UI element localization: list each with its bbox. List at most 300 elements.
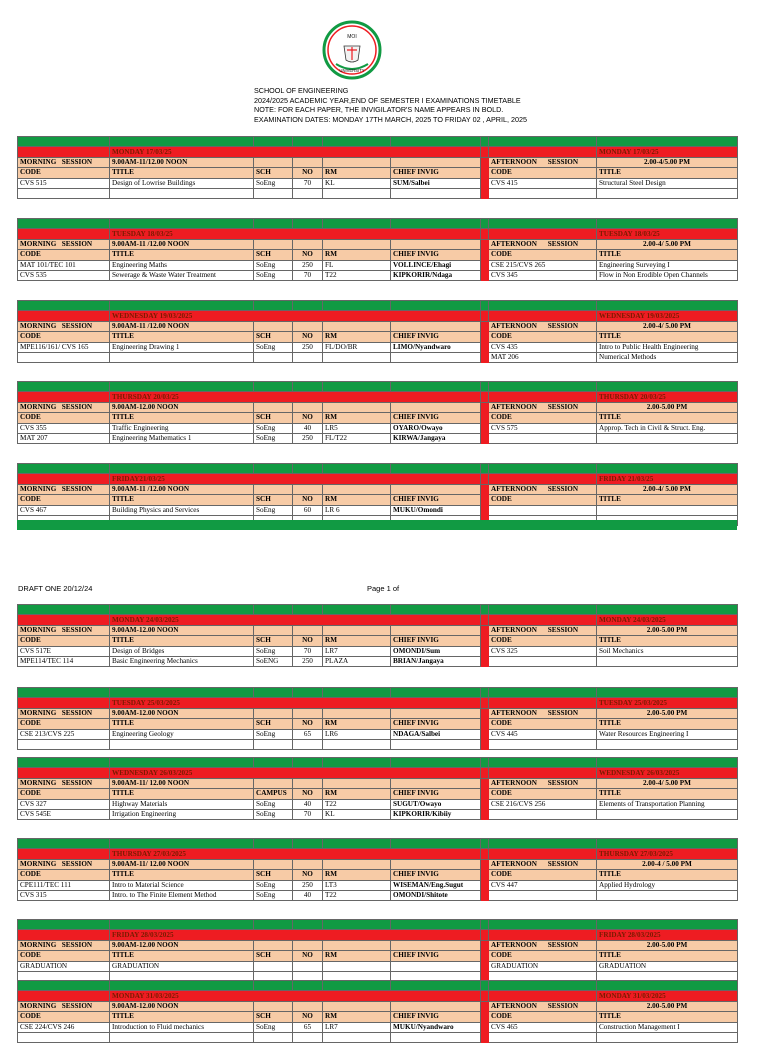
afternoon-session-label: SESSION [547,484,579,493]
col-header-title: TITLE [110,495,254,505]
morning-label: MORNING [20,402,57,411]
col-header-chief-invig: CHIEF INVIG [391,332,481,342]
col-header-code: CODE [18,719,110,729]
morning-label: MORNING [20,778,57,787]
col-header-no: NO [293,870,323,880]
exam-chief-invigilator: BRIAN/Jangaya [391,656,481,666]
morning-session-label: SESSION [61,859,93,868]
pm-exam-title: Elements of Transportation Planning [597,799,738,809]
exam-row [18,352,738,362]
afternoon-session-label: SESSION [547,402,579,411]
exam-room: T22 [323,890,391,900]
pm-exam-code: CVS 445 [489,729,597,739]
footer-draft: DRAFT ONE 20/12/24 [18,584,93,593]
morning-time: 9.00AM-11 /12.00 NOON [110,239,254,249]
col-header-no: NO [293,951,323,961]
col-header-sch: SCH [254,1012,293,1022]
col-header-pm-title: TITLE [597,719,738,729]
afternoon-day-label: FRIDAY 21/03/25 [597,474,738,484]
col-header-pm-title: TITLE [597,789,738,799]
exam-row [18,260,738,270]
exam-row [18,505,738,515]
day-row [18,311,738,321]
afternoon-day-label: MONDAY 24/03/2025 [597,615,738,625]
header-note: NOTE: FOR EACH PAPER, THE INVIGILATOR'S NAME APPEARS IN BOLD. [254,105,504,115]
exam-code [18,352,110,362]
exam-school [254,739,293,749]
session-row [18,778,738,788]
col-header-pm-title: TITLE [597,250,738,260]
exam-room: FL/T22 [323,433,391,443]
header-school: SCHOOL OF ENGINEERING [254,86,349,95]
col-header-sch: SCH [254,951,293,961]
exam-chief-invigilator: SUGUT/Owayo [391,799,481,809]
col-header-pm-title: TITLE [597,495,738,505]
column-header-row [18,719,738,729]
col-header-title: TITLE [110,168,254,178]
exam-title: GRADUATION [110,961,254,971]
exam-student-count: 70 [293,646,323,656]
session-row [18,484,738,494]
day-row [18,474,738,484]
col-header-pm-code: CODE [489,719,597,729]
pm-exam-code [489,656,597,666]
col-header-chief-invig: CHIEF INVIG [391,636,481,646]
morning-time: 9.00AM-12.00 NOON [110,940,254,950]
exam-row [18,656,738,666]
exam-student-count: 250 [293,880,323,890]
pm-exam-title: Water Resources Engineering I [597,729,738,739]
exam-chief-invigilator: OMONDI/Sum [391,646,481,656]
pm-exam-code [489,505,597,515]
col-header-code: CODE [18,870,110,880]
exam-title: Traffic Engineering [110,423,254,433]
green-separator-row [18,137,738,147]
column-header-row [18,332,738,342]
afternoon-session-label: SESSION [547,859,579,868]
exam-room: KL [323,809,391,819]
afternoon-day-label: FRIDAY 28/03/2025 [597,930,738,940]
afternoon-session-label: SESSION [547,778,579,787]
col-header-no: NO [293,413,323,423]
exam-student-count: 40 [293,890,323,900]
exam-room: LT3 [323,880,391,890]
morning-session-label: SESSION [61,778,93,787]
exam-school [254,1032,293,1042]
col-header-rm: RM [323,719,391,729]
exam-student-count [293,1032,323,1042]
col-header-pm-title: TITLE [597,332,738,342]
exam-code [18,739,110,749]
morning-session-label: SESSION [61,239,93,248]
col-header-sch: SCH [254,413,293,423]
exam-school: SoEng [254,423,293,433]
green-separator-row [18,219,738,229]
exam-row [18,890,738,900]
pm-exam-code: MAT 206 [489,352,597,362]
exam-code: CVS 545E [18,809,110,819]
exam-chief-invigilator: KIRWA/Jangaya [391,433,481,443]
exam-room: T22 [323,799,391,809]
pm-exam-title: Numerical Methods [597,352,738,362]
afternoon-session-label: SESSION [547,625,579,634]
afternoon-day-label: THURSDAY 20/03/25 [597,392,738,402]
exam-title: Engineering Maths [110,260,254,270]
col-header-code: CODE [18,332,110,342]
pm-exam-code: CSE 215/CVS 265 [489,260,597,270]
col-header-title: TITLE [110,250,254,260]
col-header-pm-title: TITLE [597,168,738,178]
day-row [18,698,738,708]
exam-row [18,880,738,890]
col-header-pm-code: CODE [489,1012,597,1022]
green-separator-row [18,981,738,991]
col-header-chief-invig: CHIEF INVIG [391,951,481,961]
morning-time: 9.00AM-11 /12.00 NOON [110,321,254,331]
pm-exam-title [597,1032,738,1042]
exam-row [18,433,738,443]
col-header-rm: RM [323,636,391,646]
green-separator-row [18,839,738,849]
col-header-code: CODE [18,789,110,799]
exam-day-table [17,463,738,526]
exam-chief-invigilator [391,188,481,198]
afternoon-session-label: SESSION [547,940,579,949]
exam-student-count: 70 [293,809,323,819]
exam-student-count: 40 [293,799,323,809]
col-header-sch: CAMPUS [254,789,293,799]
afternoon-session-label: SESSION [547,157,579,166]
col-header-sch: SCH [254,168,293,178]
exam-room: PLAZA [323,656,391,666]
col-header-title: TITLE [110,951,254,961]
exam-chief-invigilator: OYARO/Owayo [391,423,481,433]
col-header-pm-title: TITLE [597,636,738,646]
exam-chief-invigilator: OMONDI/Shitote [391,890,481,900]
col-header-code: CODE [18,495,110,505]
exam-student-count: 65 [293,729,323,739]
morning-time: 9.00AM-12.00 NOON [110,402,254,412]
pm-exam-title: Structural Steel Design [597,178,738,188]
afternoon-label: AFTERNOON [491,402,537,411]
col-header-pm-code: CODE [489,789,597,799]
exam-chief-invigilator: KIPKORIR/Ndaga [391,270,481,280]
exam-student-count: 70 [293,178,323,188]
green-separator-row [18,758,738,768]
morning-session-label: SESSION [61,484,93,493]
day-row [18,615,738,625]
exam-day-table [17,919,738,982]
afternoon-label: AFTERNOON [491,321,537,330]
session-row [18,708,738,718]
morning-time: 9.00AM-11/ 12.00 NOON [110,778,254,788]
exam-chief-invigilator [391,961,481,971]
exam-code: CVS 535 [18,270,110,280]
morning-label: MORNING [20,157,57,166]
header-exam-dates: EXAMINATION DATES: MONDAY 17TH MARCH, 2025 TO FRIDAY 02 , APRIL, 2025 [254,114,527,124]
morning-day-label: THURSDAY 20/03/25 [110,392,481,402]
exam-title: Highway Materials [110,799,254,809]
col-header-rm: RM [323,413,391,423]
column-header-row [18,789,738,799]
pm-exam-code [489,739,597,749]
exam-student-count: 250 [293,433,323,443]
col-header-pm-title: TITLE [597,951,738,961]
exam-chief-invigilator: KIPKORIR/Kibiiy [391,809,481,819]
col-header-no: NO [293,719,323,729]
morning-day-label: THURSDAY 27/03/2025 [110,849,481,859]
exam-title: Building Physics and Services [110,505,254,515]
column-header-row [18,870,738,880]
exam-school: SoEng [254,729,293,739]
green-separator-row [18,605,738,615]
afternoon-label: AFTERNOON [491,940,537,949]
pm-exam-code [489,1032,597,1042]
exam-school: SoEng [254,260,293,270]
exam-title: Irrigation Engineering [110,809,254,819]
exam-title [110,352,254,362]
afternoon-day-label: WEDNESDAY 26/03/2025 [597,768,738,778]
pm-exam-code [489,433,597,443]
morning-session-label: SESSION [61,708,93,717]
exam-student-count [293,188,323,198]
morning-session-label: SESSION [61,625,93,634]
morning-day-label: MONDAY 17/03/25 [110,147,481,157]
green-separator-row [18,301,738,311]
exam-school: SoEng [254,270,293,280]
col-header-rm: RM [323,951,391,961]
col-header-title: TITLE [110,332,254,342]
col-header-pm-title: TITLE [597,413,738,423]
pm-exam-title: Flow in Non Erodible Open Channels [597,270,738,280]
col-header-no: NO [293,168,323,178]
exam-row [18,188,738,198]
exam-title: Design of Lowrise Buildings [110,178,254,188]
green-separator-row [18,382,738,392]
exam-code: CVS 327 [18,799,110,809]
morning-label: MORNING [20,625,57,634]
afternoon-label: AFTERNOON [491,1001,537,1010]
exam-day-table [17,604,738,667]
crest-text-bottom: UNIVERSITY [339,68,365,73]
exam-code: MPE114/TEC 114 [18,656,110,666]
exam-code: GRADUATION [18,961,110,971]
pm-exam-code [489,188,597,198]
exam-day-table [17,838,738,901]
exam-row [18,1032,738,1042]
exam-day-table [17,300,738,363]
exam-school [254,188,293,198]
column-header-row [18,168,738,178]
col-header-sch: SCH [254,250,293,260]
column-header-row [18,951,738,961]
pm-exam-title [597,739,738,749]
col-header-no: NO [293,495,323,505]
pm-exam-title [597,656,738,666]
exam-room: KL [323,178,391,188]
exam-room: FL/DO/BR [323,342,391,352]
exam-day-table [17,136,738,199]
exam-student-count [293,352,323,362]
exam-row [18,270,738,280]
morning-label: MORNING [20,859,57,868]
col-header-no: NO [293,789,323,799]
col-header-sch: SCH [254,332,293,342]
exam-day-table [17,980,738,1043]
pm-exam-title [597,433,738,443]
exam-chief-invigilator: VOLLINCE/Ehagi [391,260,481,270]
col-header-code: CODE [18,413,110,423]
col-header-rm: RM [323,332,391,342]
col-header-chief-invig: CHIEF INVIG [391,870,481,880]
col-header-no: NO [293,332,323,342]
morning-time: 9.00AM-11/ 12.00 NOON [110,859,254,869]
exam-title: Introduction to Fluid mechanics [110,1022,254,1032]
session-row [18,625,738,635]
morning-session-label: SESSION [61,157,93,166]
afternoon-time: 2.00-4 / 5.00 PM [597,859,738,869]
exam-school [254,352,293,362]
pm-exam-code: CVS 465 [489,1022,597,1032]
morning-time: 9.00AM-11/12.00 NOON [110,157,254,167]
exam-code [18,1032,110,1042]
pm-exam-code: CVS 447 [489,880,597,890]
exam-row [18,729,738,739]
col-header-code: CODE [18,168,110,178]
crest-text-top: MOI [347,34,357,40]
exam-chief-invigilator: WISEMAN/Eng.Sugut [391,880,481,890]
exam-chief-invigilator: SUM/Salbei [391,178,481,188]
exam-student-count: 40 [293,423,323,433]
exam-row [18,646,738,656]
exam-room: LR 6 [323,505,391,515]
col-header-no: NO [293,1012,323,1022]
exam-chief-invigilator [391,352,481,362]
col-header-title: TITLE [110,789,254,799]
afternoon-session-label: SESSION [547,321,579,330]
exam-school: SoEng [254,880,293,890]
exam-row [18,799,738,809]
exam-chief-invigilator: LIMO/Nyandwaro [391,342,481,352]
exam-title: Basic Engineering Mechanics [110,656,254,666]
session-row [18,1001,738,1011]
col-header-sch: SCH [254,636,293,646]
afternoon-session-label: SESSION [547,1001,579,1010]
pm-exam-code [489,890,597,900]
col-header-chief-invig: CHIEF INVIG [391,495,481,505]
exam-school: SoEng [254,342,293,352]
col-header-rm: RM [323,168,391,178]
exam-title: Intro. to The Finite Element Method [110,890,254,900]
exam-code: CVS 315 [18,890,110,900]
col-header-pm-title: TITLE [597,1012,738,1022]
col-header-chief-invig: CHIEF INVIG [391,250,481,260]
morning-day-label: MONDAY 31/03/2025 [110,991,481,1001]
pm-exam-code: CVS 345 [489,270,597,280]
exam-row [18,178,738,188]
afternoon-time: 2.00-4/5.00 PM [597,157,738,167]
exam-room [323,352,391,362]
exam-room: T22 [323,270,391,280]
exam-room [323,739,391,749]
col-header-chief-invig: CHIEF INVIG [391,168,481,178]
exam-title: Intro to Material Science [110,880,254,890]
afternoon-day-label: TUESDAY 25/03/2025 [597,698,738,708]
document-header [254,86,527,124]
exam-chief-invigilator [391,739,481,749]
col-header-rm: RM [323,789,391,799]
afternoon-time: 2.00-5.00 PM [597,708,738,718]
afternoon-time: 2.00-5.00 PM [597,402,738,412]
exam-row [18,739,738,749]
afternoon-label: AFTERNOON [491,157,537,166]
exam-school: SoEng [254,178,293,188]
pm-exam-title [597,188,738,198]
afternoon-session-label: SESSION [547,708,579,717]
col-header-pm-title: TITLE [597,870,738,880]
morning-time: 9.00AM-12.00 NOON [110,625,254,635]
green-separator-row [18,464,738,474]
morning-label: MORNING [20,239,57,248]
col-header-rm: RM [323,1012,391,1022]
green-separator-row [18,688,738,698]
col-header-pm-code: CODE [489,870,597,880]
exam-title: Sewerage & Waste Water Treatment [110,270,254,280]
exam-row [18,809,738,819]
exam-chief-invigilator: MUKU/Omondi [391,505,481,515]
pm-exam-title: Applied Hydrology [597,880,738,890]
afternoon-time: 2.00-5.00 PM [597,1001,738,1011]
afternoon-label: AFTERNOON [491,484,537,493]
exam-title: Engineering Geology [110,729,254,739]
morning-label: MORNING [20,940,57,949]
pm-exam-code: CVS 325 [489,646,597,656]
page-end-green-bar [17,520,737,530]
morning-session-label: SESSION [61,1001,93,1010]
pm-exam-title: Intro to Public Health Engineering [597,342,738,352]
pm-exam-title [597,505,738,515]
day-row [18,849,738,859]
afternoon-label: AFTERNOON [491,708,537,717]
afternoon-time: 2.00-5.00 PM [597,625,738,635]
pm-exam-title: GRADUATION [597,961,738,971]
exam-student-count [293,961,323,971]
exam-code: CVS 517E [18,646,110,656]
exam-code: CSE 224/CVS 246 [18,1022,110,1032]
exam-chief-invigilator [391,1032,481,1042]
morning-label: MORNING [20,321,57,330]
col-header-sch: SCH [254,870,293,880]
exam-code: MAT 101/TEC 101 [18,260,110,270]
morning-day-label: WEDNESDAY 26/03/2025 [110,768,481,778]
morning-time: 9.00AM-11 /12.00 NOON [110,484,254,494]
col-header-sch: SCH [254,495,293,505]
footer-page-number: Page 1 of [367,584,400,593]
exam-student-count: 250 [293,656,323,666]
afternoon-time: 2.00-4/ 5.00 PM [597,778,738,788]
exam-title: Engineering Drawing 1 [110,342,254,352]
exam-room: LR7 [323,1022,391,1032]
exam-code: CVS 355 [18,423,110,433]
session-row [18,239,738,249]
morning-day-label: WEDNESDAY 19/03/2025 [110,311,481,321]
exam-room [323,961,391,971]
col-header-pm-code: CODE [489,332,597,342]
exam-student-count: 70 [293,270,323,280]
afternoon-time: 2.00-4/ 5.00 PM [597,321,738,331]
col-header-code: CODE [18,1012,110,1022]
morning-day-label: MONDAY 24/03/2025 [110,615,481,625]
